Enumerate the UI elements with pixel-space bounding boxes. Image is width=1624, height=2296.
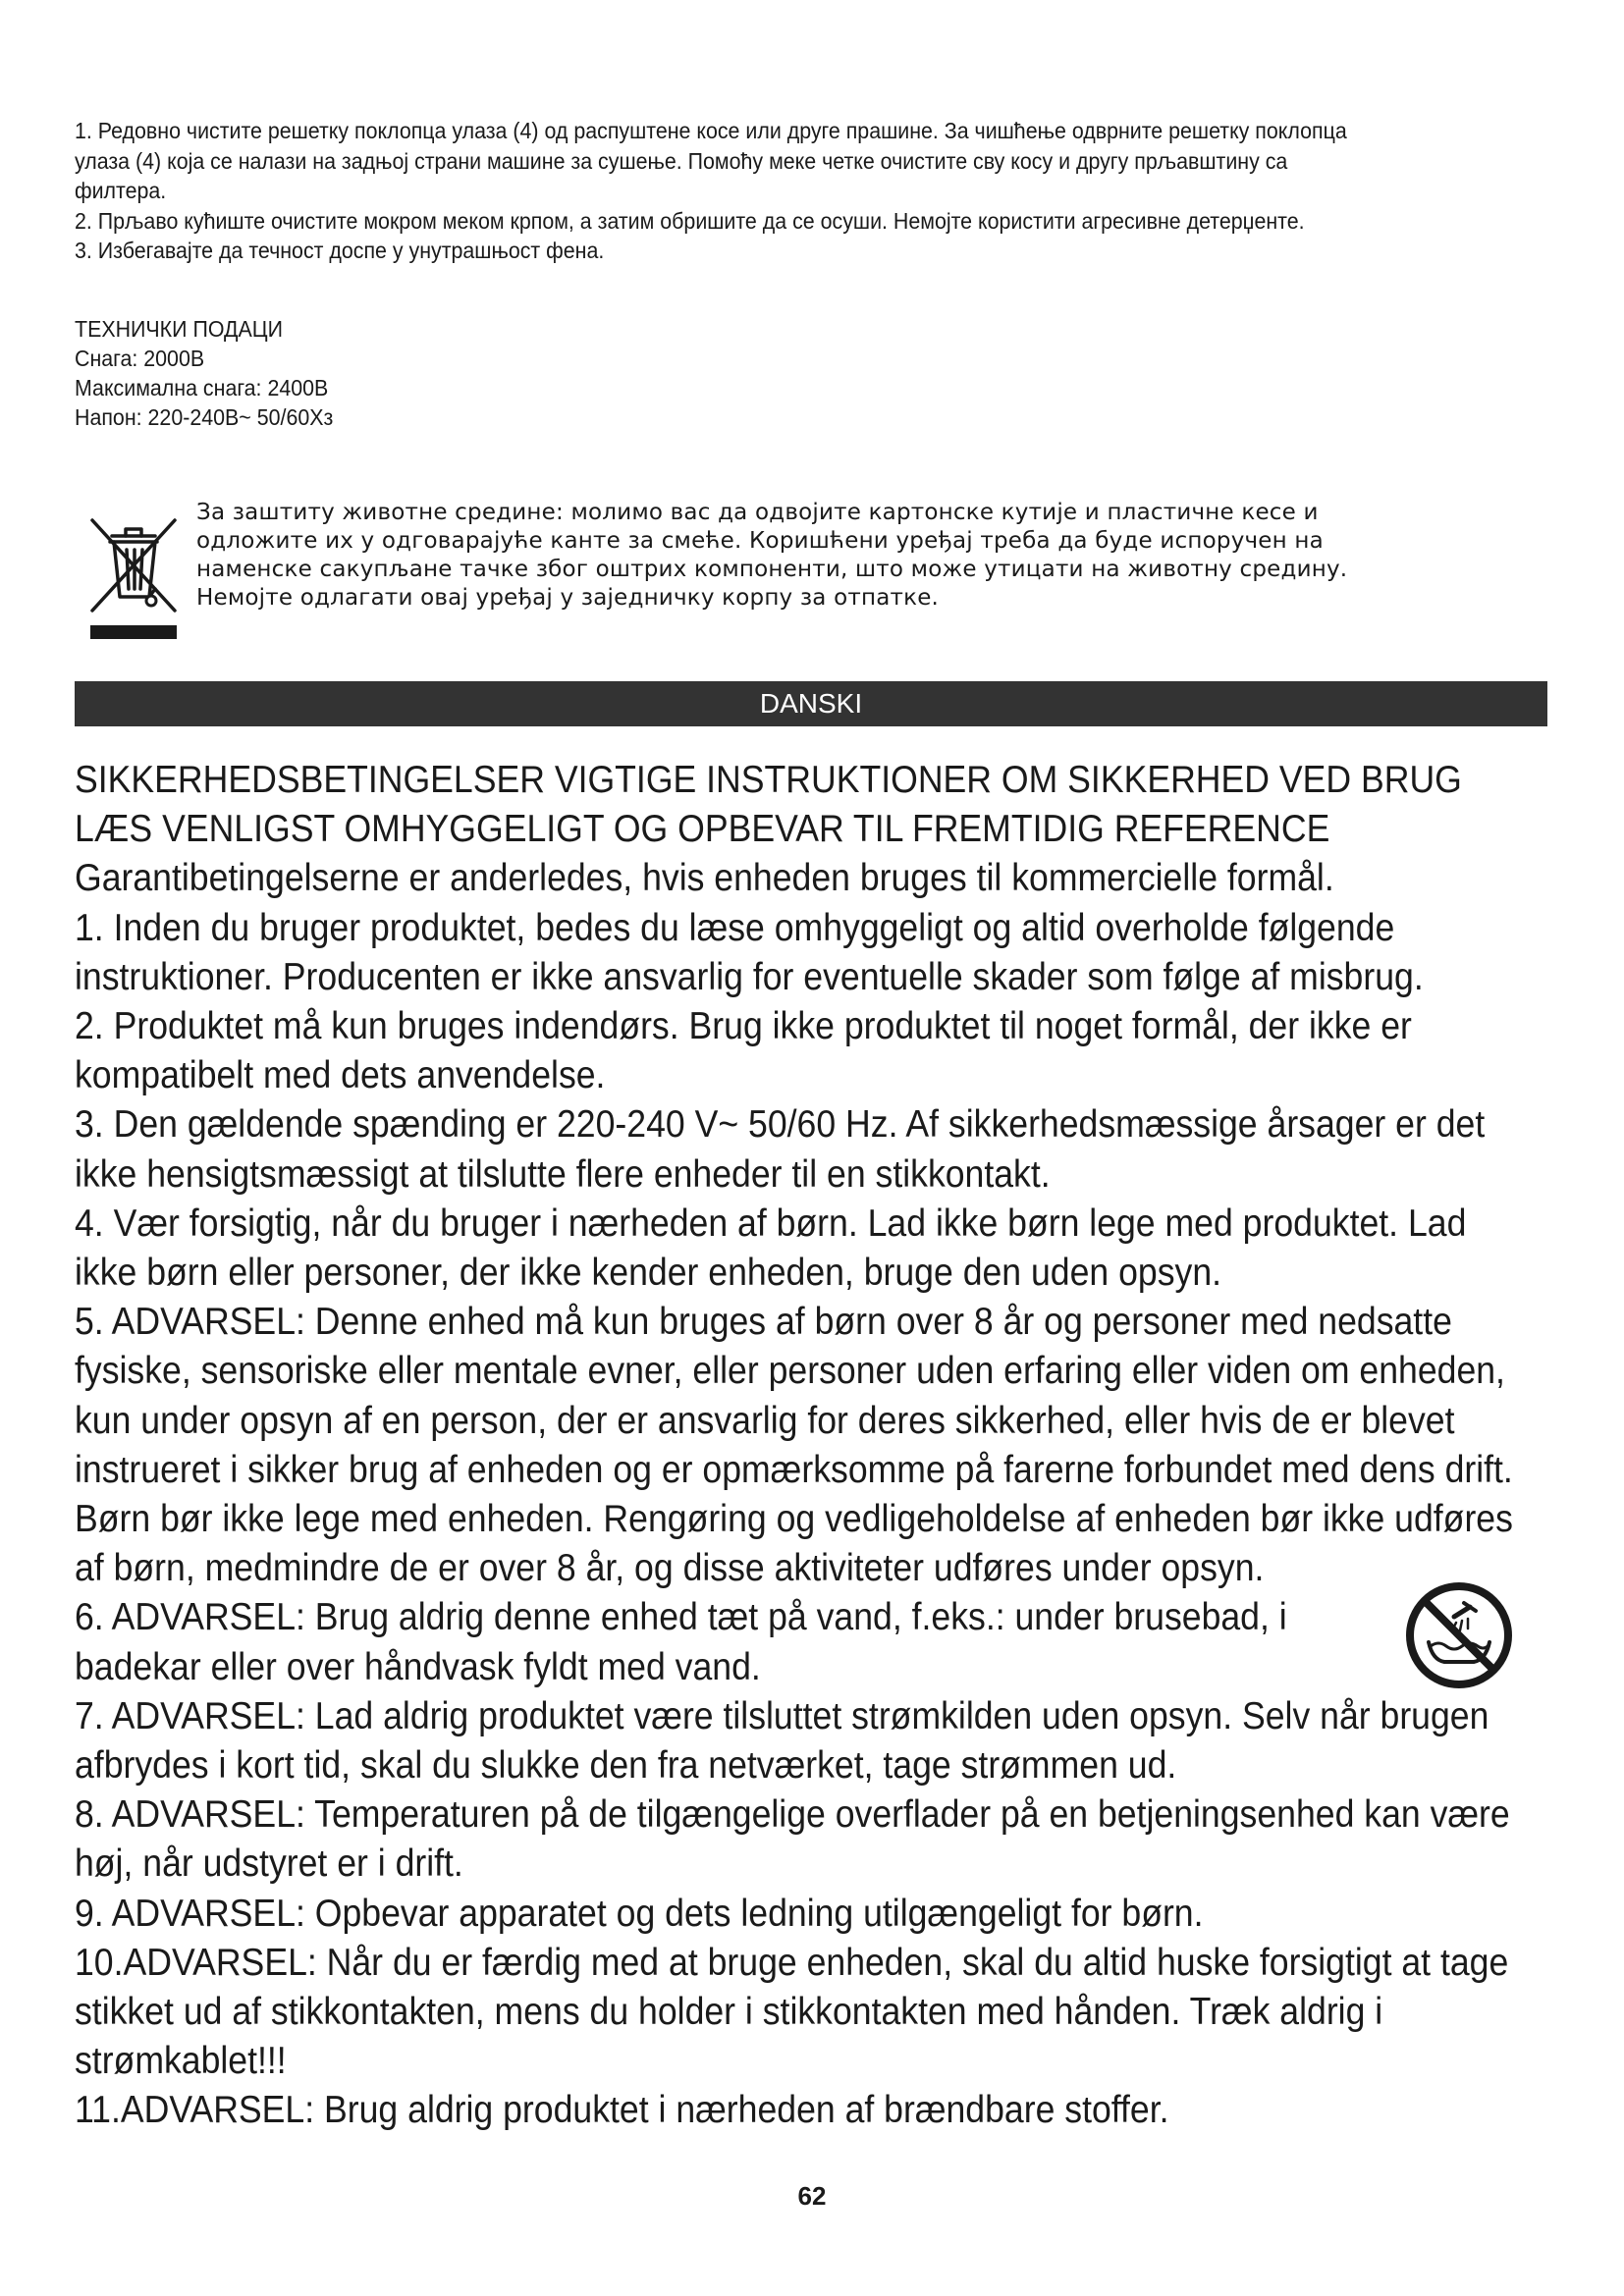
text-line: badekar eller over håndvask fyldt med vand. — [75, 1645, 761, 1688]
text-line: улаза (4) која се налази на задњој страни машине за сушење. Помоћу меке четке очистите сву косу и другу прљавштину са — [75, 147, 1288, 174]
text-line: af børn, medmindre de er over 8 år, og disse aktiviteter udføres under opsyn. — [75, 1547, 1265, 1590]
text-line: Garantibetingelserne er anderledes, hvis enheden bruges til kommercielle formål. — [75, 857, 1334, 900]
text-line: 1. Редовно чистите решетку поклопца улаза (4) од распуштене косе или друге прашине. За чишћење одврните решетку поклопца — [75, 118, 1347, 143]
text-line: 8. ADVARSEL: Temperaturen på de tilgængelige overflader på en betjeningsenhed kan være — [75, 1793, 1510, 1837]
text-line: instruktioner. Producenten er ikke ansvarlig for eventuelle skader som følge af misbrug. — [75, 955, 1424, 998]
crossed-out-wheelie-bin-icon — [86, 510, 181, 642]
text-line: 7. ADVARSEL: Lad aldrig produktet være tilsluttet strømkilden uden opsyn. Selv når brugen — [75, 1694, 1489, 1737]
text-line: høj, når udstyret er i drift. — [75, 1842, 463, 1886]
page-number: 62 — [797, 2181, 827, 2211]
language-section-header — [75, 681, 1547, 726]
text-line: Немојте одлагати овај уређај у заједничку корпу за отпатке. — [196, 585, 940, 611]
danish-safety-instructions — [75, 756, 1550, 2136]
text-line: stikket ud af stikkontakten, mens du holder i stikkontakten med hånden. Træk aldrig i — [75, 1991, 1383, 2034]
environmental-disposal-notice — [196, 499, 1551, 613]
text-line: наменске сакупљане тачке због оштрих компоненти, што може утицати на животну средину. — [196, 557, 1348, 582]
text-line: Børn bør ikke lege med enheden. Rengøring og vedligeholdelse af enheden bør ikke udføres — [75, 1498, 1513, 1541]
text-line: 6. ADVARSEL: Brug aldrig denne enhed tæt på vand, f.eks.: under brusebad, i — [75, 1596, 1287, 1639]
language-label: DANSKI — [759, 688, 863, 719]
serbian-cleaning-instructions — [75, 116, 1444, 266]
text-line: ikke hensigtsmæssigt at tilslutte flere enheder til en stikkontakt. — [75, 1152, 1051, 1196]
text-line: одложите их у одговарајуће канте за смеће. Коришћени уређај треба да буде испоручен на — [196, 528, 1324, 554]
specs-title: ТЕХНИЧКИ ПОДАЦИ — [75, 316, 283, 342]
text-line: 1. Inden du bruger produktet, bedes du læse omhyggeligt og altid overholde følgende — [75, 906, 1395, 949]
text-line: LÆS VENLIGST OMHYGGELIGT OG OPBEVAR TIL FREMTIDIG REFERENCE — [75, 808, 1330, 851]
text-line: kompatibelt med dets anvendelse. — [75, 1054, 606, 1097]
text-line: 3. Избегавајте да течност доспе у унутрашњост фена. — [75, 238, 605, 263]
text-line: 10.ADVARSEL: Når du er færdig med at bruge enheden, skal du altid huske forsigtigt at tage — [75, 1941, 1509, 1984]
text-line: 4. Vær forsigtig, når du bruger i nærheden af børn. Lad ikke børn lege med produktet. Lad — [75, 1201, 1467, 1245]
text-line: 11.ADVARSEL: Brug aldrig produktet i nærheden af brændbare stoffer. — [75, 2089, 1169, 2132]
spec-item: Максимална снага: 2400В — [75, 375, 329, 400]
text-line: strømkablet!!! — [75, 2040, 287, 2083]
text-line: 2. Прљаво кућиште очистите мокром меком крпом, а затим обришите да се осуши. Немојте користити агресивне детерџенте. — [75, 207, 1305, 234]
text-line: SIKKERHEDSBETINGELSER VIGTIGE INSTRUKTIONER OM SIKKERHED VED BRUG — [75, 759, 1462, 801]
text-line: ikke børn eller personer, der ikke kender enheden, bruge den uden opsyn. — [75, 1252, 1222, 1295]
text-line: fysiske, sensoriske eller mentale evner, eller personer uden erfaring eller viden om enheden, — [75, 1350, 1505, 1393]
text-line: instrueret i sikker brug af enheden og er opmærksomme på farerne forbundet med dens drift. — [75, 1448, 1513, 1491]
text-line: kun under opsyn af en person, der er ansvarlig for deres sikkerhed, eller hvis de er blevet — [75, 1399, 1455, 1442]
text-line: 9. ADVARSEL: Opbevar apparatet og dets ledning utilgængeligt for børn. — [75, 1892, 1204, 1935]
text-line: 3. Den gældende spænding er 220-240 V~ 50/60 Hz. Af sikkerhedsmæssige årsager er det — [75, 1103, 1486, 1147]
text-line: afbrydes i kort tid, skal du slukke den fra netværket, tage strømmen ud. — [75, 1744, 1177, 1788]
spec-item: Напон: 220-240В~ 50/60Хз — [75, 404, 334, 430]
text-line: 5. ADVARSEL: Denne enhed må kun bruges af børn over 8 år og personer med nedsatte — [75, 1301, 1452, 1344]
no-use-near-water-icon — [1401, 1577, 1517, 1693]
spec-item: Снага: 2000В — [75, 346, 205, 371]
technical-specs — [75, 314, 896, 432]
text-line: 2. Produktet må kun bruges indendørs. Brug ikke produktet til noget formål, der ikke er — [75, 1005, 1412, 1048]
text-line: филтера. — [75, 178, 167, 203]
text-line: За заштиту животне средине: молимо вас да одвојите картонске кутије и пластичне кесе и — [196, 500, 1319, 525]
